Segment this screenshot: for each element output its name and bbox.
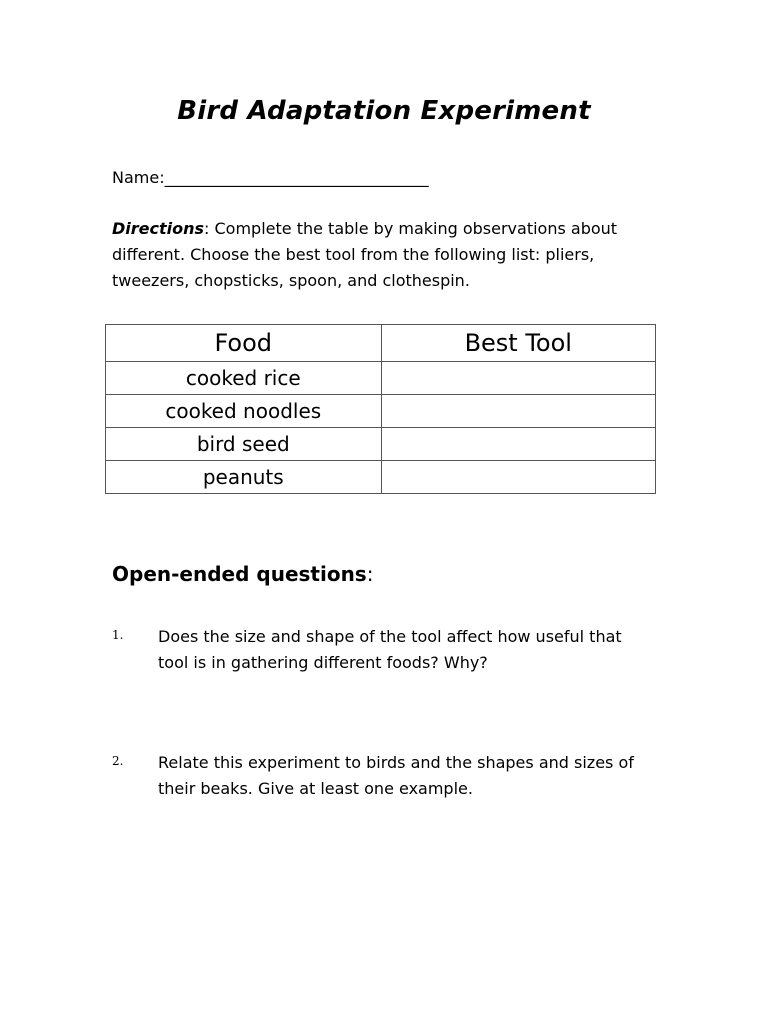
food-cell: peanuts xyxy=(106,461,382,494)
directions-paragraph xyxy=(112,216,652,294)
column-header-best-tool: Best Tool xyxy=(381,325,655,362)
section-heading-text: Open-ended questions xyxy=(112,562,367,586)
directions-label: Directions xyxy=(112,219,205,238)
food-tool-table xyxy=(105,324,656,494)
question-number: 1. xyxy=(112,628,124,642)
page-title: Bird Adaptation Experiment xyxy=(177,96,591,126)
directions-text: : Complete the table by making observations about different. Choose the best tool from the following list: pliers, tweezers, chopsticks, spoon, and clothespin. xyxy=(112,219,618,290)
best-tool-cell xyxy=(381,362,655,395)
question-text: Does the size and shape of the tool affect how useful that tool is in gathering different foods? Why? xyxy=(158,627,622,672)
name-field-line: Name:_________________________________ xyxy=(112,168,429,187)
question-text: Relate this experiment to birds and the shapes and sizes of their beaks. Give at least one example. xyxy=(158,753,634,798)
table-row xyxy=(106,395,656,428)
best-tool-cell xyxy=(381,395,655,428)
question-number: 2. xyxy=(112,754,124,768)
food-cell: bird seed xyxy=(106,428,382,461)
food-cell: cooked noodles xyxy=(106,395,382,428)
table-row xyxy=(106,428,656,461)
table-header-row xyxy=(106,325,656,362)
table-row xyxy=(106,461,656,494)
best-tool-cell xyxy=(381,428,655,461)
best-tool-cell xyxy=(381,461,655,494)
table-row xyxy=(106,362,656,395)
column-header-food: Food xyxy=(106,325,382,362)
open-ended-questions-heading xyxy=(112,562,373,586)
section-heading-colon: : xyxy=(366,562,374,586)
food-cell: cooked rice xyxy=(106,362,382,395)
